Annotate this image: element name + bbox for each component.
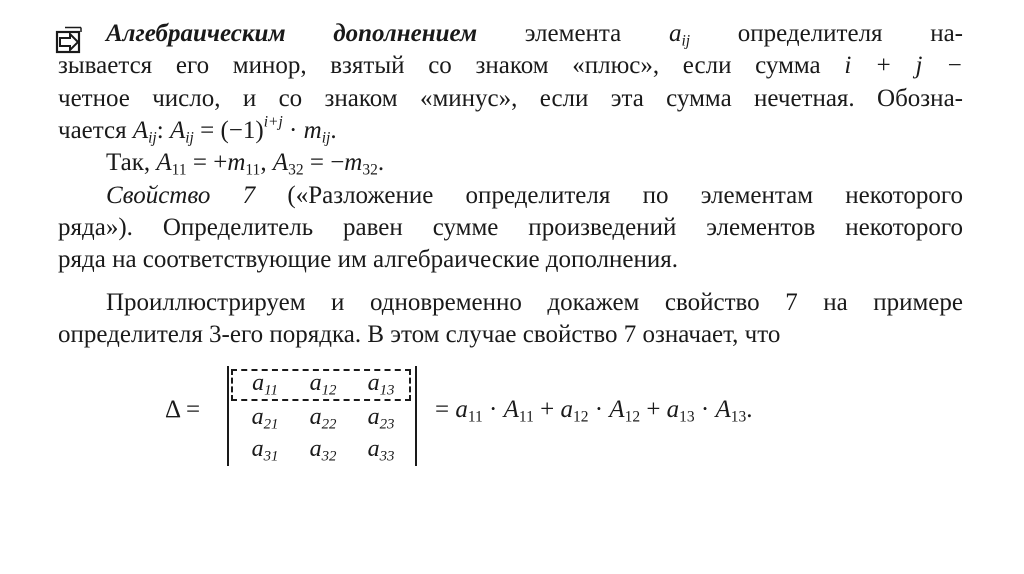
definition-line-1: Алгебраическим дополнением элемента $a_{ij}$ определителя на- (106, 20, 964, 50)
property-line-3: ряда на соответствующие им алгебраические дополнения. (58, 246, 679, 273)
matrix-cell-2-1: $a_{21}$ (251, 404, 279, 433)
property-line-1: Свойство 7 («Разложение определителя по элементам некоторого (106, 182, 964, 209)
example-line: Так, $A_{11} = +m_{11}$, $A_{32} = -m_{32}$. (106, 149, 385, 179)
matrix-cell-1-3: $a_{13}$ (367, 370, 395, 399)
matrix-cell-3-2: $a_{32}$ (309, 436, 337, 465)
delta-label: Δ = (165, 396, 201, 423)
definition-line-4: чается $A_{ij}$: $A_{ij} = (-1)^{i+j} \cdot m_{ij}$. (58, 113, 337, 147)
determinant-expansion-formula (165, 366, 865, 466)
illustration-line-1: Проиллюстрируем и одновременно докажем свойство 7 на примере (106, 289, 963, 316)
defined-term: Алгебраическим дополнением (106, 20, 478, 47)
matrix-cell-3-1: $a_{31}$ (251, 436, 279, 465)
matrix-cell-2-3: $a_{23}$ (367, 404, 395, 433)
determinant-left-bar (227, 366, 229, 466)
matrix-cell-3-3: $a_{33}$ (367, 436, 395, 465)
definition-line-2: зывается его минор, взятый со знаком «плюс», если сумма i + j − (58, 52, 964, 79)
matrix-cell-1-2: $a_{12}$ (309, 370, 337, 399)
matrix-cell-2-2: $a_{22}$ (309, 404, 337, 433)
expansion-right-side: = $a_{11} \cdot A_{11} + a_{12} \cdot A_{12} + a_{13} \cdot A_{13}$. (435, 396, 753, 426)
determinant-matrix (227, 366, 417, 466)
definition-line-3: четное число, и со знаком «минус», если эта сумма нечетная. Обозна- (58, 85, 963, 112)
illustration-line-2: определителя 3-его порядка. В этом случае свойство 7 означает, что (58, 321, 781, 348)
determinant-right-bar (415, 366, 417, 466)
property-line-2: ряда»). Определитель равен сумме произведений элементов некоторого (58, 214, 963, 241)
property-name: Свойство 7 (106, 182, 256, 209)
matrix-cell-1-1: $a_{11}$ (252, 370, 278, 399)
